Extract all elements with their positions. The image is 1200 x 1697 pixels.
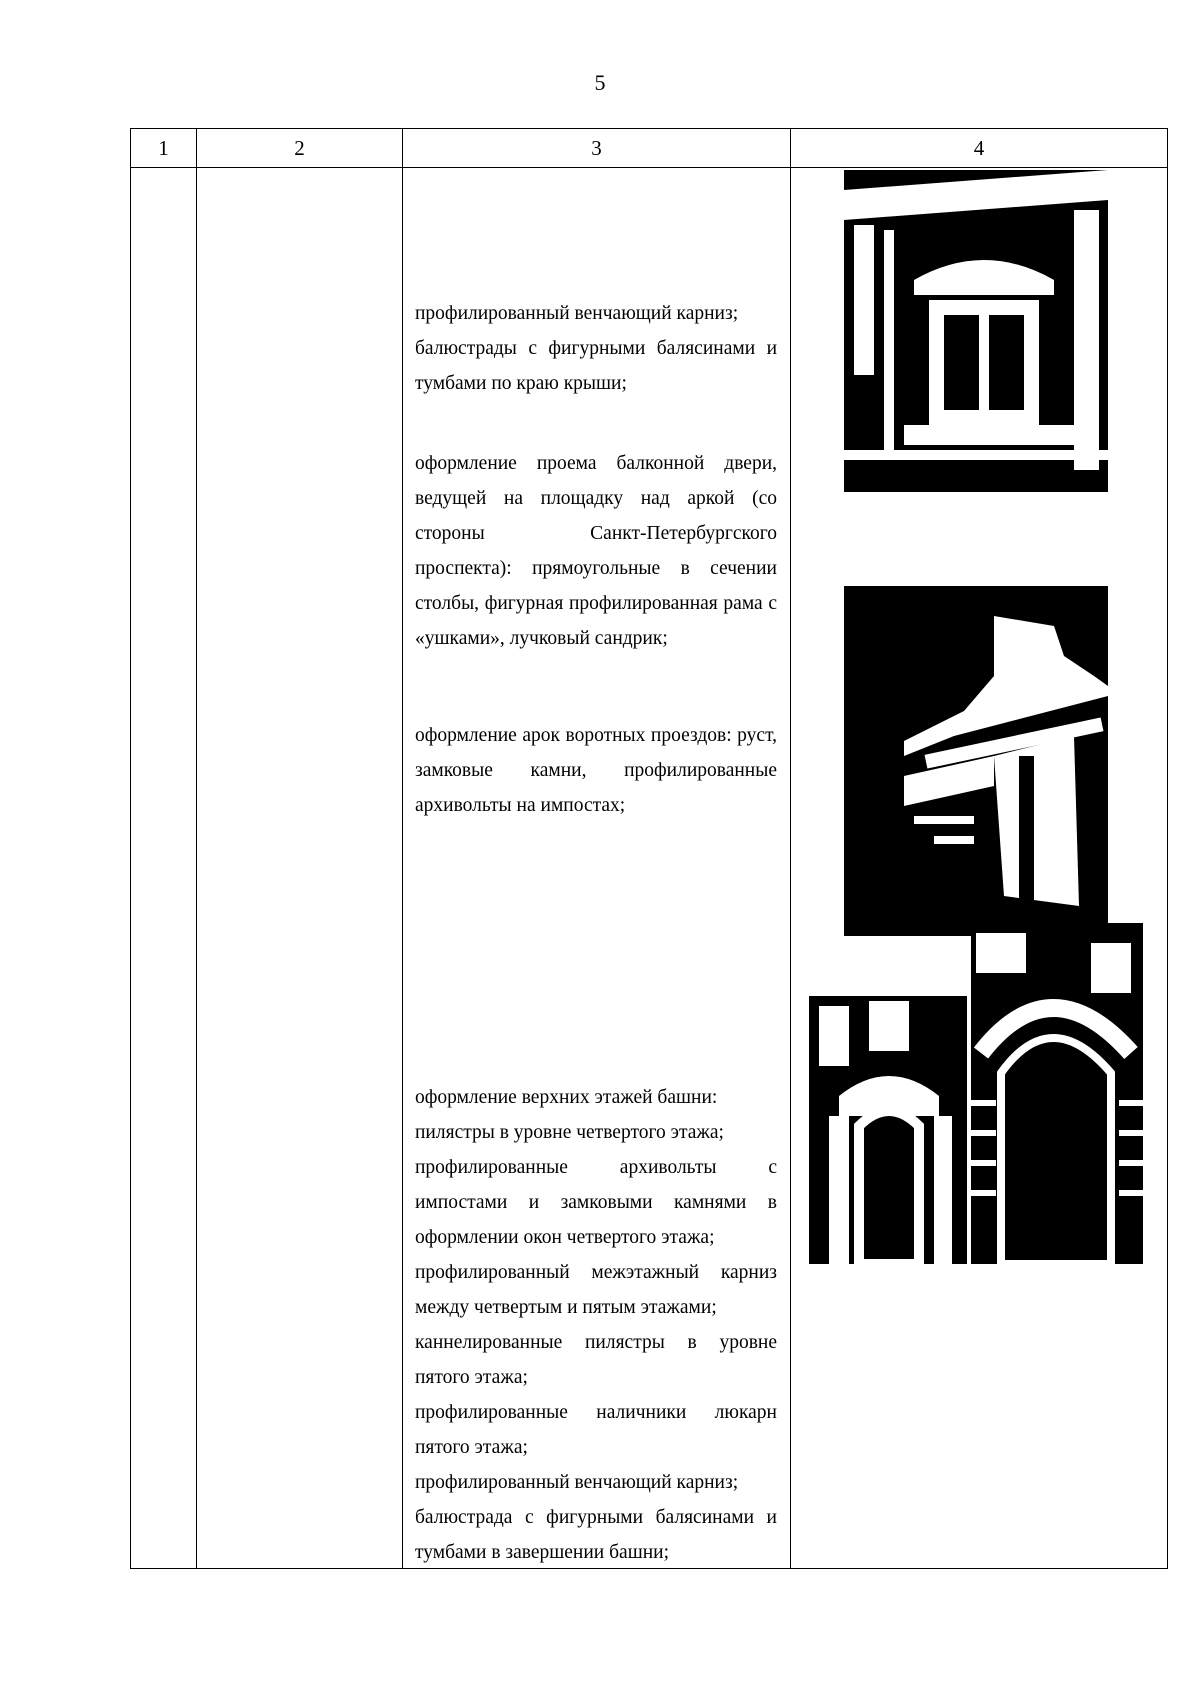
tower-arch-photo-left xyxy=(809,996,967,1264)
cell-description xyxy=(403,168,791,1569)
description-line: профилированный венчающий карниз; xyxy=(415,1472,739,1493)
description-line: каннелированные пилястры в уровне пятого этажа; xyxy=(415,1332,777,1388)
description-line: профилированный венчающий карниз; xyxy=(415,303,739,324)
gate-arch-photo xyxy=(844,586,1108,936)
header-col-4: 4 xyxy=(791,129,1168,168)
page-number: 5 xyxy=(594,70,606,95)
description-line: профилированные архивольты с импостами и замковыми камнями в оформлении окон четвертого этажа; xyxy=(415,1157,777,1248)
description-line: оформление проема балконной двери, ведущей на площадку над аркой (со стороны Санкт-Петербургского проспекта): прямоугольные в сечении столбы, фигурная профилированная рама с «ушками», лучковый сандрик; xyxy=(415,453,777,649)
facade-window-photo xyxy=(844,170,1108,492)
description-line: профилированный межэтажный карниз между четвертым и пятым этажами; xyxy=(415,1262,777,1318)
description-line: оформление верхних этажей башни: xyxy=(415,1087,718,1108)
description-line: балюстрады с фигурными балясинами и тумбами по краю крыши; xyxy=(415,338,777,394)
cell-photos xyxy=(791,168,1168,1569)
description-line: оформление арок воротных проездов: руст, замковые камни, профилированные архивольты на импостах; xyxy=(415,725,777,816)
header-col-1: 1 xyxy=(131,129,197,168)
table-row xyxy=(131,168,1168,1569)
cell-number xyxy=(131,168,197,1569)
header-col-2: 2 xyxy=(197,129,403,168)
header-col-3: 3 xyxy=(403,129,791,168)
tower-arch-photo-right xyxy=(971,923,1143,1264)
text-block-gate-arches xyxy=(415,718,777,823)
document-table xyxy=(130,128,1168,1569)
text-block-balcony-door xyxy=(415,446,777,656)
text-block-tower xyxy=(415,1080,777,1570)
text-block-roof xyxy=(415,296,777,401)
description-line: балюстрада с фигурными балясинами и тумбами в завершении башни; xyxy=(415,1507,777,1563)
table-header-row xyxy=(131,129,1168,168)
description-line: профилированные наличники люкарн пятого этажа; xyxy=(415,1402,777,1458)
cell-name xyxy=(197,168,403,1569)
description-line: пилястры в уровне четвертого этажа; xyxy=(415,1122,724,1143)
